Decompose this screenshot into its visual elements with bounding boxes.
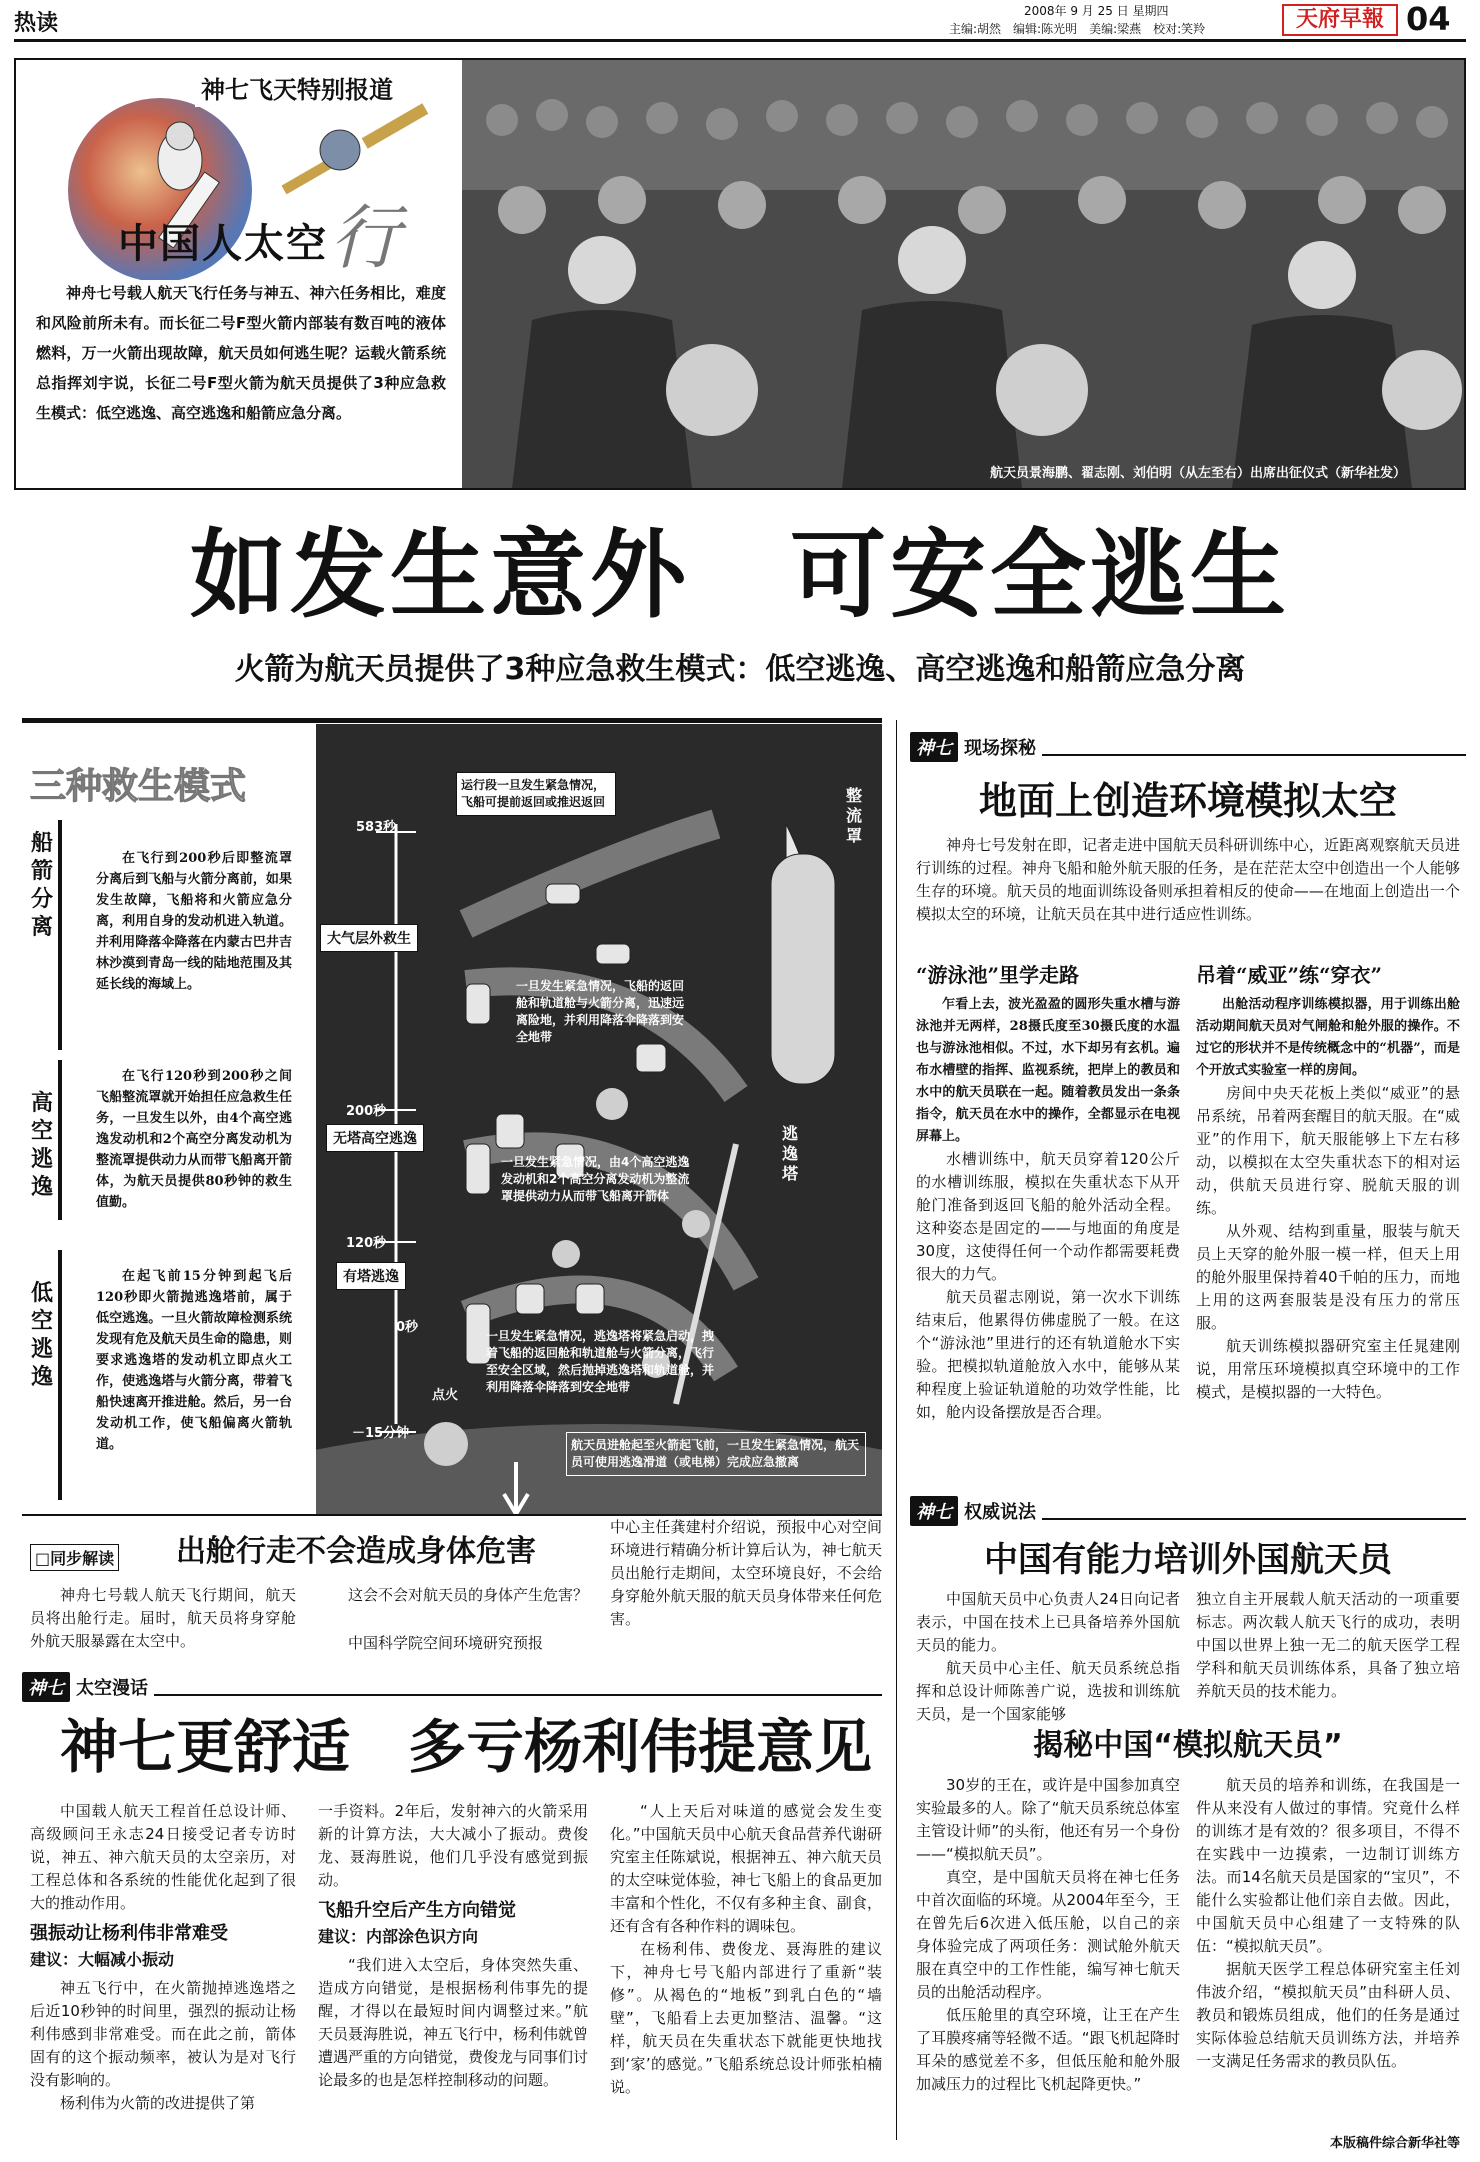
fairing-label: 整流罩 (846, 786, 863, 845)
taikong-para: 一手资料。2年后，发射神六的火箭采用新的计算方法，大大减小了振动。费俊龙、聂海胜说，他们几乎没有感觉到振动。 (318, 1802, 588, 1889)
stage-label-tower: 有塔逃逸 (336, 1262, 406, 1290)
jiemi-para: 航天员的培养和训练，在我国是一件从来没有人做过的事情。究竟什么样的训练才是有效的？很多项目，不得不在实践中一边摸索，一边制订训练方法。而14名航天员是国家的“宝贝”，不能什么实验都让他们亲自去做。因此，中国航天员中心组建了一支特殊的队伍：“模拟航天员”。 (1196, 1776, 1460, 1955)
tongbu-tag: □同步解读 (30, 1544, 119, 1571)
taikong-subnote-1: 建议：大幅减小振动 (30, 1950, 175, 1969)
photo-illustration (462, 60, 1464, 488)
tongbu-text1: 神舟七号载人航天飞行期间，航天员将出舱行走。届时，航天员将身穿舱外航天服暴露在太空中。 (30, 1586, 296, 1650)
xianchang-subhead-right: 吊着“威亚”练“穿衣” (1196, 963, 1383, 987)
quanwei-para: 航天员中心主任、航天员系统总指挥和总设计师陈善广说，选拔和训练航天员，是一个国家能够 (916, 1659, 1180, 1723)
tower-label: 逃逸塔 (782, 1124, 799, 1183)
taikong-para: 在杨利伟、费俊龙、聂海胜的建议下，神舟七号飞船内部进行了重新“装修”。从褐色的“地板”到乳白色的“墙壁”，飞船看上去更加整洁、温馨。“这样，航天员在失重状态下就能更快地找到‘家’的感觉。”飞船系统总设计师张柏楠说。 (610, 1940, 882, 2096)
diagram-title: 三种救生模式 (30, 766, 247, 807)
xianchang-para: 航天训练模拟器研究室主任晁建刚说，用常压环境模拟真空环境中的工作模式，是模拟器的一大特色。 (1196, 1337, 1460, 1401)
taikong-para: “人上天后对味道的感觉会发生变化。”中国航天员中心航天食品营养代谢研究室主任陈斌说，根据神五、神六航天员的太空味觉体验，神七飞船上的食品更加丰富和个性化，不仅有多种主食、副食，还有含有各种作料的调味包。 (610, 1802, 882, 1935)
xianchang-tag-logo: 神七 (910, 732, 958, 762)
mode-text-separation: 在飞行到200秒后即整流罩分离后到飞船与火箭分离前，如果发生故障，飞船将和火箭应急分离，利用自身的发动机进入轨道。并利用降落伞降落在内蒙古巴井吉林沙漠到青岛一线的陆地范围及其延长线的海域上。 (96, 851, 292, 992)
source-note: 本版稿件综合新华社等 (1329, 2136, 1460, 2151)
tongbu-text3: 中国科学院空间环境研究预报 (348, 1634, 544, 1652)
quanwei-title: 中国有能力培训外国航天员 (984, 1540, 1392, 1580)
xianchang-para: 房间中央天花板上类似“威亚”的悬吊系统，吊着两套醒目的航天服。在“威亚”的作用下，航天服能够上下左右移动，以模拟在太空失重状态下的相对运动，供航天员进行穿、脱航天服的训练。 (1196, 1084, 1460, 1217)
taikong-subhead-2: 飞船升空后产生方向错觉 (318, 1900, 516, 1921)
astronaut-photo (462, 60, 1464, 488)
taikong-tag-line (154, 1678, 882, 1696)
jiemi-right-col (1196, 1774, 1460, 2073)
jiemi-title: 揭秘中国“模拟航天员” (1033, 1728, 1343, 1763)
jiemi-para: 30岁的王在，或许是中国参加真空实验最多的人。除了“航天员系统总体室主管设计师”的头衔，他还有另一个身份——“模拟航天员”。 (916, 1776, 1180, 1863)
taikong-para: “我们进入太空后，身体突然失重、造成方向错觉，是根据杨利伟事先的提醒，才得以在最短时间内调整过来。”航天员聂海胜说，神五飞行中，杨利伟就曾遭遇严重的方向错觉，费俊龙与同事们讨论最多的也是怎样控制移动的问题。 (318, 1956, 589, 2089)
mode-label-separation: 船箭分离 (30, 831, 53, 940)
tongbu-text4: 中心主任龚建村介绍说，预报中心对空间环境进行精确分析计算后认为，神七航天员出舱行走期间，太空环境良好，不会给身穿舱外航天服的航天员身体带来任何危害。 (610, 1518, 882, 1628)
mode-bracket-3 (58, 1250, 62, 1500)
series-logo-text: 中国人太空 (118, 221, 328, 267)
feature-intro: 神舟七号载人航天飞行任务与神五、神六任务相比，难度和风险前所未有。而长征二号F型火箭内部装有数百吨的液体燃料，万一火箭出现故障，航天员如何逃生呢？运载火箭系统总指挥刘宇说，长征二号F型火箭为航天员提供了3种应急救生模式：低空逃逸、高空逃逸和船箭应急分离。 (36, 284, 446, 422)
jiemi-para: 低压舱里的真空环境，让王在产生了耳膜疼痛等轻微不适。“跟飞机起降时耳朵的感觉差不多，但低压舱和舱外服加减压力的过程比飞机起降更快。” (916, 2006, 1180, 2093)
taikong-para: 杨利伟为火箭的改进提供了第 (60, 2094, 256, 2112)
photo-caption: 航天员景海鹏、翟志刚、刘伯明（从左至右）出席出征仪式（新华社发） (990, 466, 1407, 481)
taikong-title: 神七更舒适 多亏杨利伟提意见 (60, 1713, 873, 1781)
xianchang-subhead-left: “游泳池”里学走路 (916, 963, 1080, 987)
issue-date: 2008年 9 月 25 日 星期四 (1024, 4, 1169, 18)
jiemi-para: 据航天医学工程总体研究室主任刘伟波介绍，“模拟航天员”由科研人员、教员和锻炼员组成，他们的任务是通过实际体验总结航天员训练方法，并培养一支满足任务需求的教员队伍。 (1196, 1960, 1460, 2070)
xianchang-tag-label: 现场探秘 (964, 738, 1036, 759)
time-mark-120: 120秒 (346, 1236, 387, 1251)
ignition-label: 点火 (432, 1388, 459, 1403)
quanwei-para: 中国航天员中心负责人24日向记者表示，中国在技术上已具备培养外国航天员的能力。 (916, 1590, 1180, 1654)
note-low: 一旦发生紧急情况，逃逸塔将紧急启动，拽着飞船的返回舱和轨道舱与火箭分离，飞行至安全区域，然后抛掉逃逸塔和轨道舱，并利用降落伞降落到安全地带 (486, 1329, 715, 1394)
page-number: 04 (1406, 0, 1451, 38)
xianchang-tag-line (1042, 738, 1466, 756)
time-mark-0: 0秒 (396, 1320, 419, 1335)
note-pad: 航天员进舱起至火箭起飞前，一旦发生紧急情况，航天员可使用逃逸滑道（或电梯）完成应急撤离 (566, 1432, 866, 1476)
xianchang-left-col (916, 962, 1180, 1424)
section-label: 热读 (14, 11, 59, 36)
time-mark-minus15: －15分钟 (352, 1426, 410, 1441)
quanwei-tag-label: 权威说法 (964, 1502, 1036, 1523)
taikong-tag-label: 太空漫话 (76, 1678, 148, 1699)
note-high: 一旦发生紧急情况，由4个高空逃逸发动机和2个高空分离发动机为整流罩提供动力从而带飞船离开箭体 (501, 1155, 690, 1203)
mode-label-high: 高空逃逸 (30, 1091, 53, 1200)
xianchang-title: 地面上创造环境模拟太空 (978, 779, 1397, 823)
taikong-col1 (30, 1800, 296, 2115)
paper-logo: 天府早報 (1282, 4, 1398, 36)
taikong-col3 (610, 1800, 882, 2099)
taikong-para: 中国载人航天工程首任总设计师、高级顾问王永志24日接受记者专访时说，神五、神六航天员的太空亲历，对工程总体和各系统的性能优化起到了很大的推动作用。 (30, 1802, 296, 1912)
xianchang-para: 从外观、结构到重量，服装与航天员上天穿的舱外服一模一样，但天上用的舱外服里保持着40千帕的压力，而地上用的这两套服装是没有压力的常压服。 (1196, 1222, 1460, 1332)
editor-credits: 主编:胡然 编辑:陈光明 美编:梁燕 校对:笑羚 (949, 22, 1206, 36)
xianchang-para: 航天员翟志刚说，第一次水下训练结束后，他累得仿佛虚脱了一般。在这个“游泳池”里进行的还有轨道舱水下实验。把模拟轨道舱放入水中，能够从某种程度上验证轨道舱的功效学性能，比如，舱内设备摆放是否合理。 (916, 1288, 1180, 1421)
quanwei-para: 独立自主开展载人航天活动的一项重要标志。两次载人航天飞行的成功，表明中国以世界上独一无二的航天医学工程学科和航天员训练体系，具备了独立培养航天员的技术能力。 (1196, 1590, 1460, 1700)
mode-label-low: 低空逃逸 (30, 1281, 53, 1390)
quanwei-tag (910, 1494, 1466, 1528)
taikong-para: 神五飞行中，在火箭抛掉逃逸塔之后近10秒钟的时间里，强烈的振动让杨利伟感到非常难受。而在此之前，箭体固有的这个振动频率，被认为是对飞行没有影响的。 (30, 1979, 296, 2089)
taikong-col2 (318, 1800, 588, 2092)
stage-label-exo: 大气层外救生 (320, 924, 418, 952)
column-divider (896, 720, 897, 2140)
taikong-tag-logo: 神七 (22, 1672, 70, 1702)
xianchang-tag (910, 730, 1466, 764)
mode-bracket-1 (58, 820, 62, 1050)
tongbu-text2: 这会不会对航天员的身体产生危害？ (348, 1586, 589, 1604)
time-mark-583: 583秒 (356, 820, 397, 835)
jiemi-para: 真空，是中国航天员将在神七任务中首次面临的环境。从2004年至今，王在曾先后6次进入低压舱，以自己的亲身体验完成了两项任务：测试舱外航天服在真空中的工作性能，编写神七航天员的出舱活动程序。 (916, 1868, 1180, 2001)
quanwei-tag-line (1042, 1502, 1466, 1520)
note-separation: 一旦发生紧急情况，飞船的返回舱和轨道舱与火箭分离，迅速远离险地，并利用降落伞降落到安全地带 (516, 979, 685, 1044)
quanwei-tag-logo: 神七 (910, 1496, 958, 1526)
taikong-subnote-2: 建议：内部涂色识方向 (318, 1927, 479, 1946)
escape-diagram (316, 724, 882, 1514)
time-mark-200: 200秒 (346, 1104, 387, 1119)
xianchang-intro: 神舟七号发射在即，记者走进中国航天员科研训练中心，近距离观察航天员进行训练的过程。神舟飞船和舱外航天服的任务，是在茫茫太空中创造出一个人能够生存的环境。航天员的地面训练设备则承担着相反的使命——在地面上创造出一个模拟太空的环境，让航天员在其中进行适应性训练。 (916, 836, 1460, 923)
mode-bracket-2 (58, 1060, 62, 1220)
main-headline: 如发生意外 可安全逃生 (190, 519, 1290, 631)
taikong-tag (22, 1670, 882, 1704)
page-header (14, 0, 1466, 42)
mode-text-low: 在起飞前15分钟到起飞后120秒即火箭抛逃逸塔前，属于低空逃逸。一旦火箭故障检测系统发现有危及航天员生命的隐患，则要求逃逸塔的发动机立即点火工作，使逃逸塔与火箭分离，带着飞船快速离开推进舱。然后，另一台发动机工作，使飞船偏离火箭轨道。 (96, 1269, 292, 1452)
jiemi-left-col (916, 1774, 1180, 2096)
sub-headline: 火箭为航天员提供了3种应急救生模式：低空逃逸、高空逃逸和船箭应急分离 (234, 652, 1246, 687)
note-orbit: 运行段一旦发生紧急情况，飞船可提前返回或推迟返回 (456, 772, 616, 816)
xianchang-right-col (1196, 962, 1460, 1404)
stage-label-notower: 无塔高空逃逸 (326, 1124, 424, 1152)
xianchang-para: 乍看上去，波光盈盈的圆形失重水槽与游泳池并无两样，28摄氏度至30摄氏度的水温也与游泳池相似。不过，水下却另有玄机。遍布水槽壁的指挥、监视系统，把岸上的教员和水中的航天员联在一起。随着教员发出一条条指令，航天员在水中的操作，全都显示在电视屏幕上。 (916, 997, 1180, 1144)
series-title: 神七飞天特别报道 (195, 68, 399, 107)
xianchang-para: 出舱活动程序训练模拟器，用于训练出舱活动期间航天员对气闸舱和舱外服的操作。不过它的形状并不是传统概念中的“机器”，而是个开放式实验室一样的房间。 (1196, 997, 1460, 1078)
quanwei-right-col (1196, 1588, 1460, 1703)
series-logo-brush: 行 (330, 197, 400, 279)
xianchang-para: 水槽训练中，航天员穿着120公斤的水槽训练服，模拟在失重状态下从开舱门准备到返回飞船的舱外活动全程。这种姿态是固定的——与地面的角度是30度，这使得任何一个动作都需要耗费很大的力气。 (916, 1150, 1180, 1283)
mode-text-high: 在飞行120秒到200秒之间飞船整流罩就开始担任应急救生任务，一旦发生以外，由4个高空逃逸发动机和2个高空分离发动机为整流罩提供动力从而带飞船离开箭体，为航天员提供80秒钟的救生值勤。 (96, 1069, 292, 1210)
taikong-subhead-1: 强振动让杨利伟非常难受 (30, 1923, 228, 1944)
quanwei-left-col (916, 1588, 1180, 1726)
tongbu-title: 出舱行走不会造成身体危害 (176, 1534, 536, 1569)
